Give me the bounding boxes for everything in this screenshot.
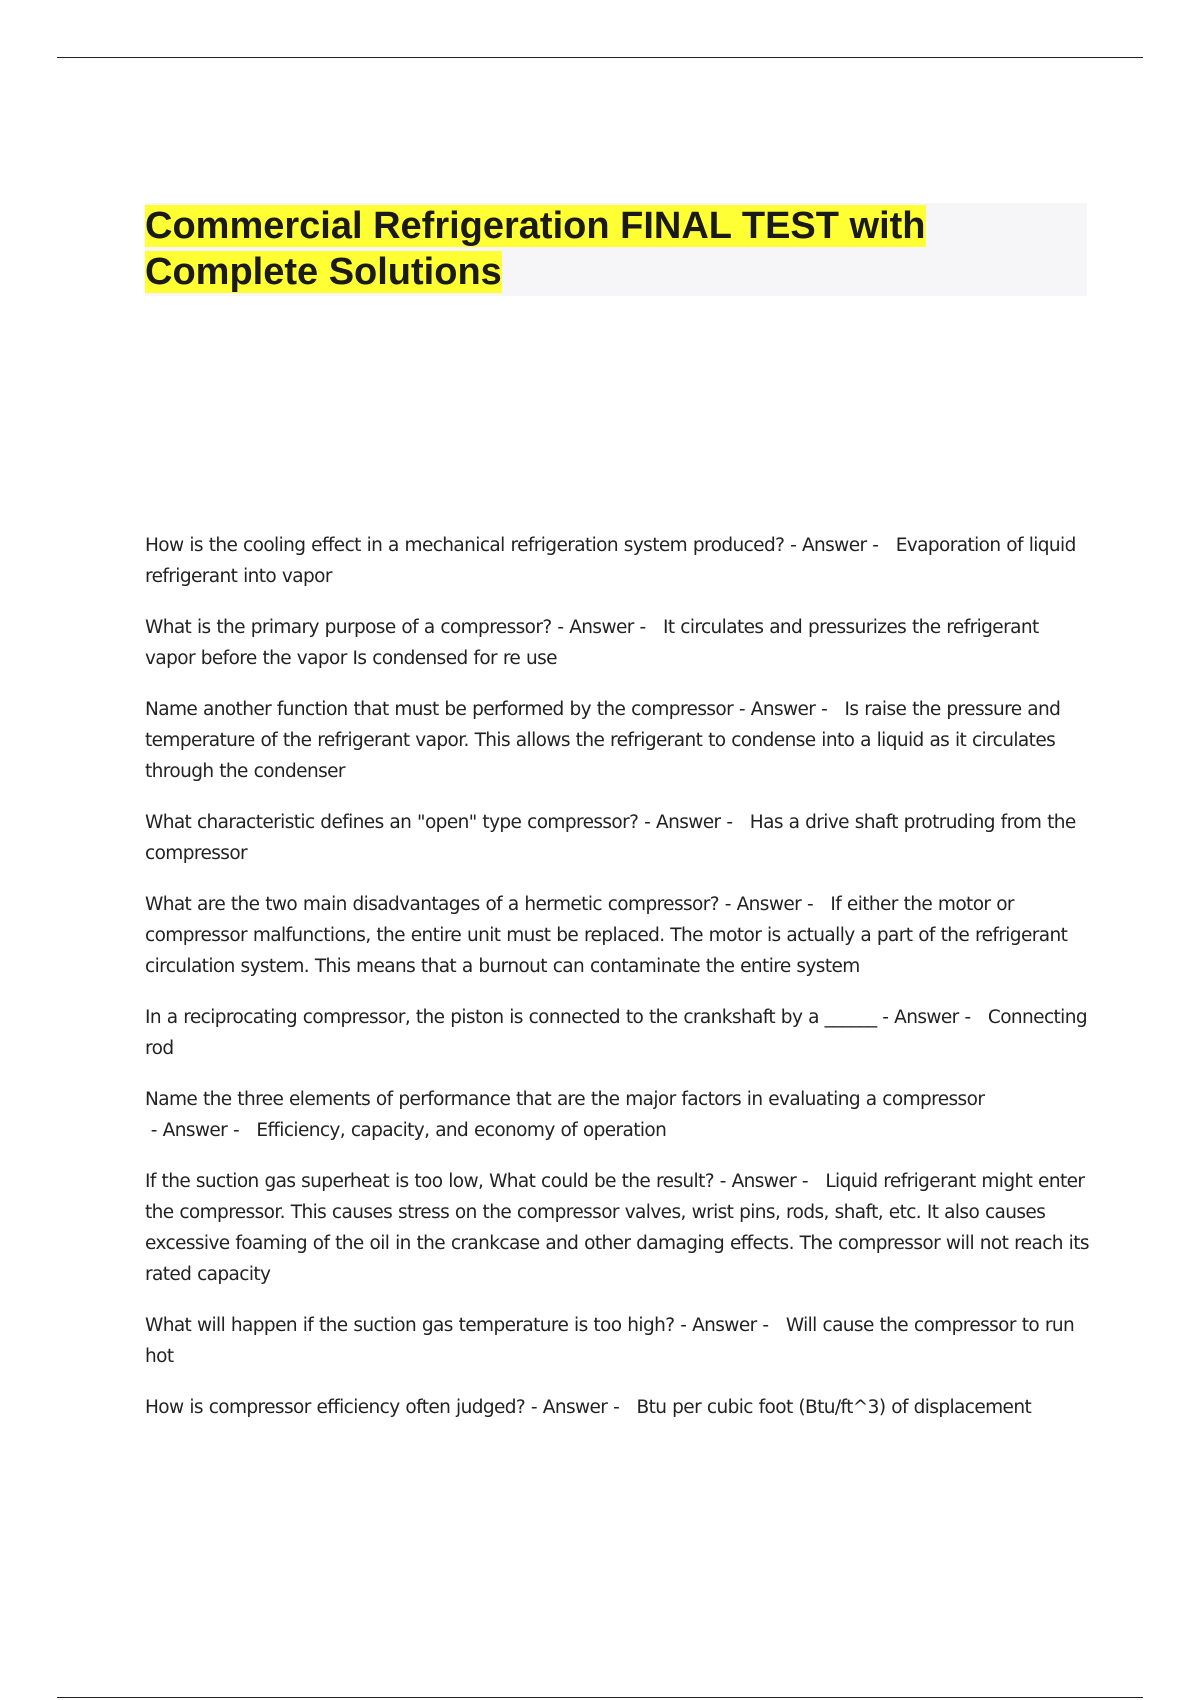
answer-text: Connecting rod — [145, 1007, 1087, 1059]
qa-item — [145, 1166, 1090, 1290]
question-text: What are the two main disadvantages of a hermetic compressor? — [145, 894, 719, 915]
question-text: Name the three elements of performance that are the major factors in evaluating a compressor — [145, 1089, 985, 1110]
answer-separator: - Answer - — [525, 1397, 637, 1418]
footer-rule — [57, 1697, 1143, 1698]
answer-text: Has a drive shaft protruding from the compressor — [145, 812, 1076, 864]
answer-separator: - Answer - — [713, 1171, 826, 1192]
question-text: How is the cooling effect in a mechanical refrigeration system produced? — [145, 535, 785, 556]
qa-item — [145, 1392, 1090, 1423]
document-title-text: Commercial Refrigeration FINAL TEST with Complete Solutions — [145, 205, 926, 293]
question-text: How is compressor efficiency often judged? — [145, 1397, 526, 1418]
qa-item — [145, 530, 1090, 592]
answer-separator: - Answer - — [733, 699, 845, 720]
qa-item — [145, 1084, 1090, 1146]
answer-separator: - Answer - — [718, 894, 831, 915]
document-title — [145, 203, 1045, 295]
answer-text: Liquid refrigerant might enter the compressor. This causes stress on the compressor valves, wrist pins, rods, shaft, etc. It also causes excessive foaming of the oil in the crankcase and other damaging effects. The compressor will not reach its rated capacity — [145, 1171, 1089, 1285]
header-rule — [57, 57, 1143, 58]
qa-item — [145, 1310, 1090, 1372]
answer-text: It circulates and pressurizes the refrigerant vapor before the vapor Is condensed for re use — [145, 617, 1039, 669]
qa-item — [145, 694, 1090, 787]
answer-text: Evaporation of liquid refrigerant into vapor — [145, 535, 1076, 587]
question-text: What characteristic defines an "open" type compressor? — [145, 812, 639, 833]
answer-separator: - Answer - — [551, 617, 663, 638]
answer-separator: - Answer - — [145, 1120, 257, 1141]
qa-item — [145, 612, 1090, 674]
question-text: Name another function that must be performed by the compressor — [145, 699, 734, 720]
title-block — [145, 203, 1087, 296]
answer-separator: - Answer - — [674, 1315, 786, 1336]
question-text: In a reciprocating compressor, the piston is connected to the crankshaft by a ______ — [145, 1007, 877, 1028]
answer-separator: - Answer - — [638, 812, 750, 833]
qa-list — [145, 530, 1090, 1443]
question-text: What will happen if the suction gas temperature is too high? — [145, 1315, 675, 1336]
question-text: What is the primary purpose of a compressor? — [145, 617, 552, 638]
answer-text: Will cause the compressor to run hot — [145, 1315, 1075, 1367]
answer-text: If either the motor or compressor malfunctions, the entire unit must be replaced. The motor is actually a part of the refrigerant circulation system. This means that a burnout can contaminate the entire system — [145, 894, 1068, 977]
answer-text: Is raise the pressure and temperature of the refrigerant vapor. This allows the refrigerant to condense into a liquid as it circulates through the condenser — [145, 699, 1061, 782]
question-text: If the suction gas superheat is too low, What could be the result? — [145, 1171, 714, 1192]
answer-separator: - Answer - — [784, 535, 896, 556]
qa-item — [145, 889, 1090, 982]
answer-separator: - Answer - — [876, 1007, 988, 1028]
qa-item — [145, 1002, 1090, 1064]
qa-item — [145, 807, 1090, 869]
answer-text: Efficiency, capacity, and economy of operation — [256, 1120, 667, 1141]
answer-text: Btu per cubic foot (Btu/ft^3) of displacement — [636, 1397, 1032, 1418]
